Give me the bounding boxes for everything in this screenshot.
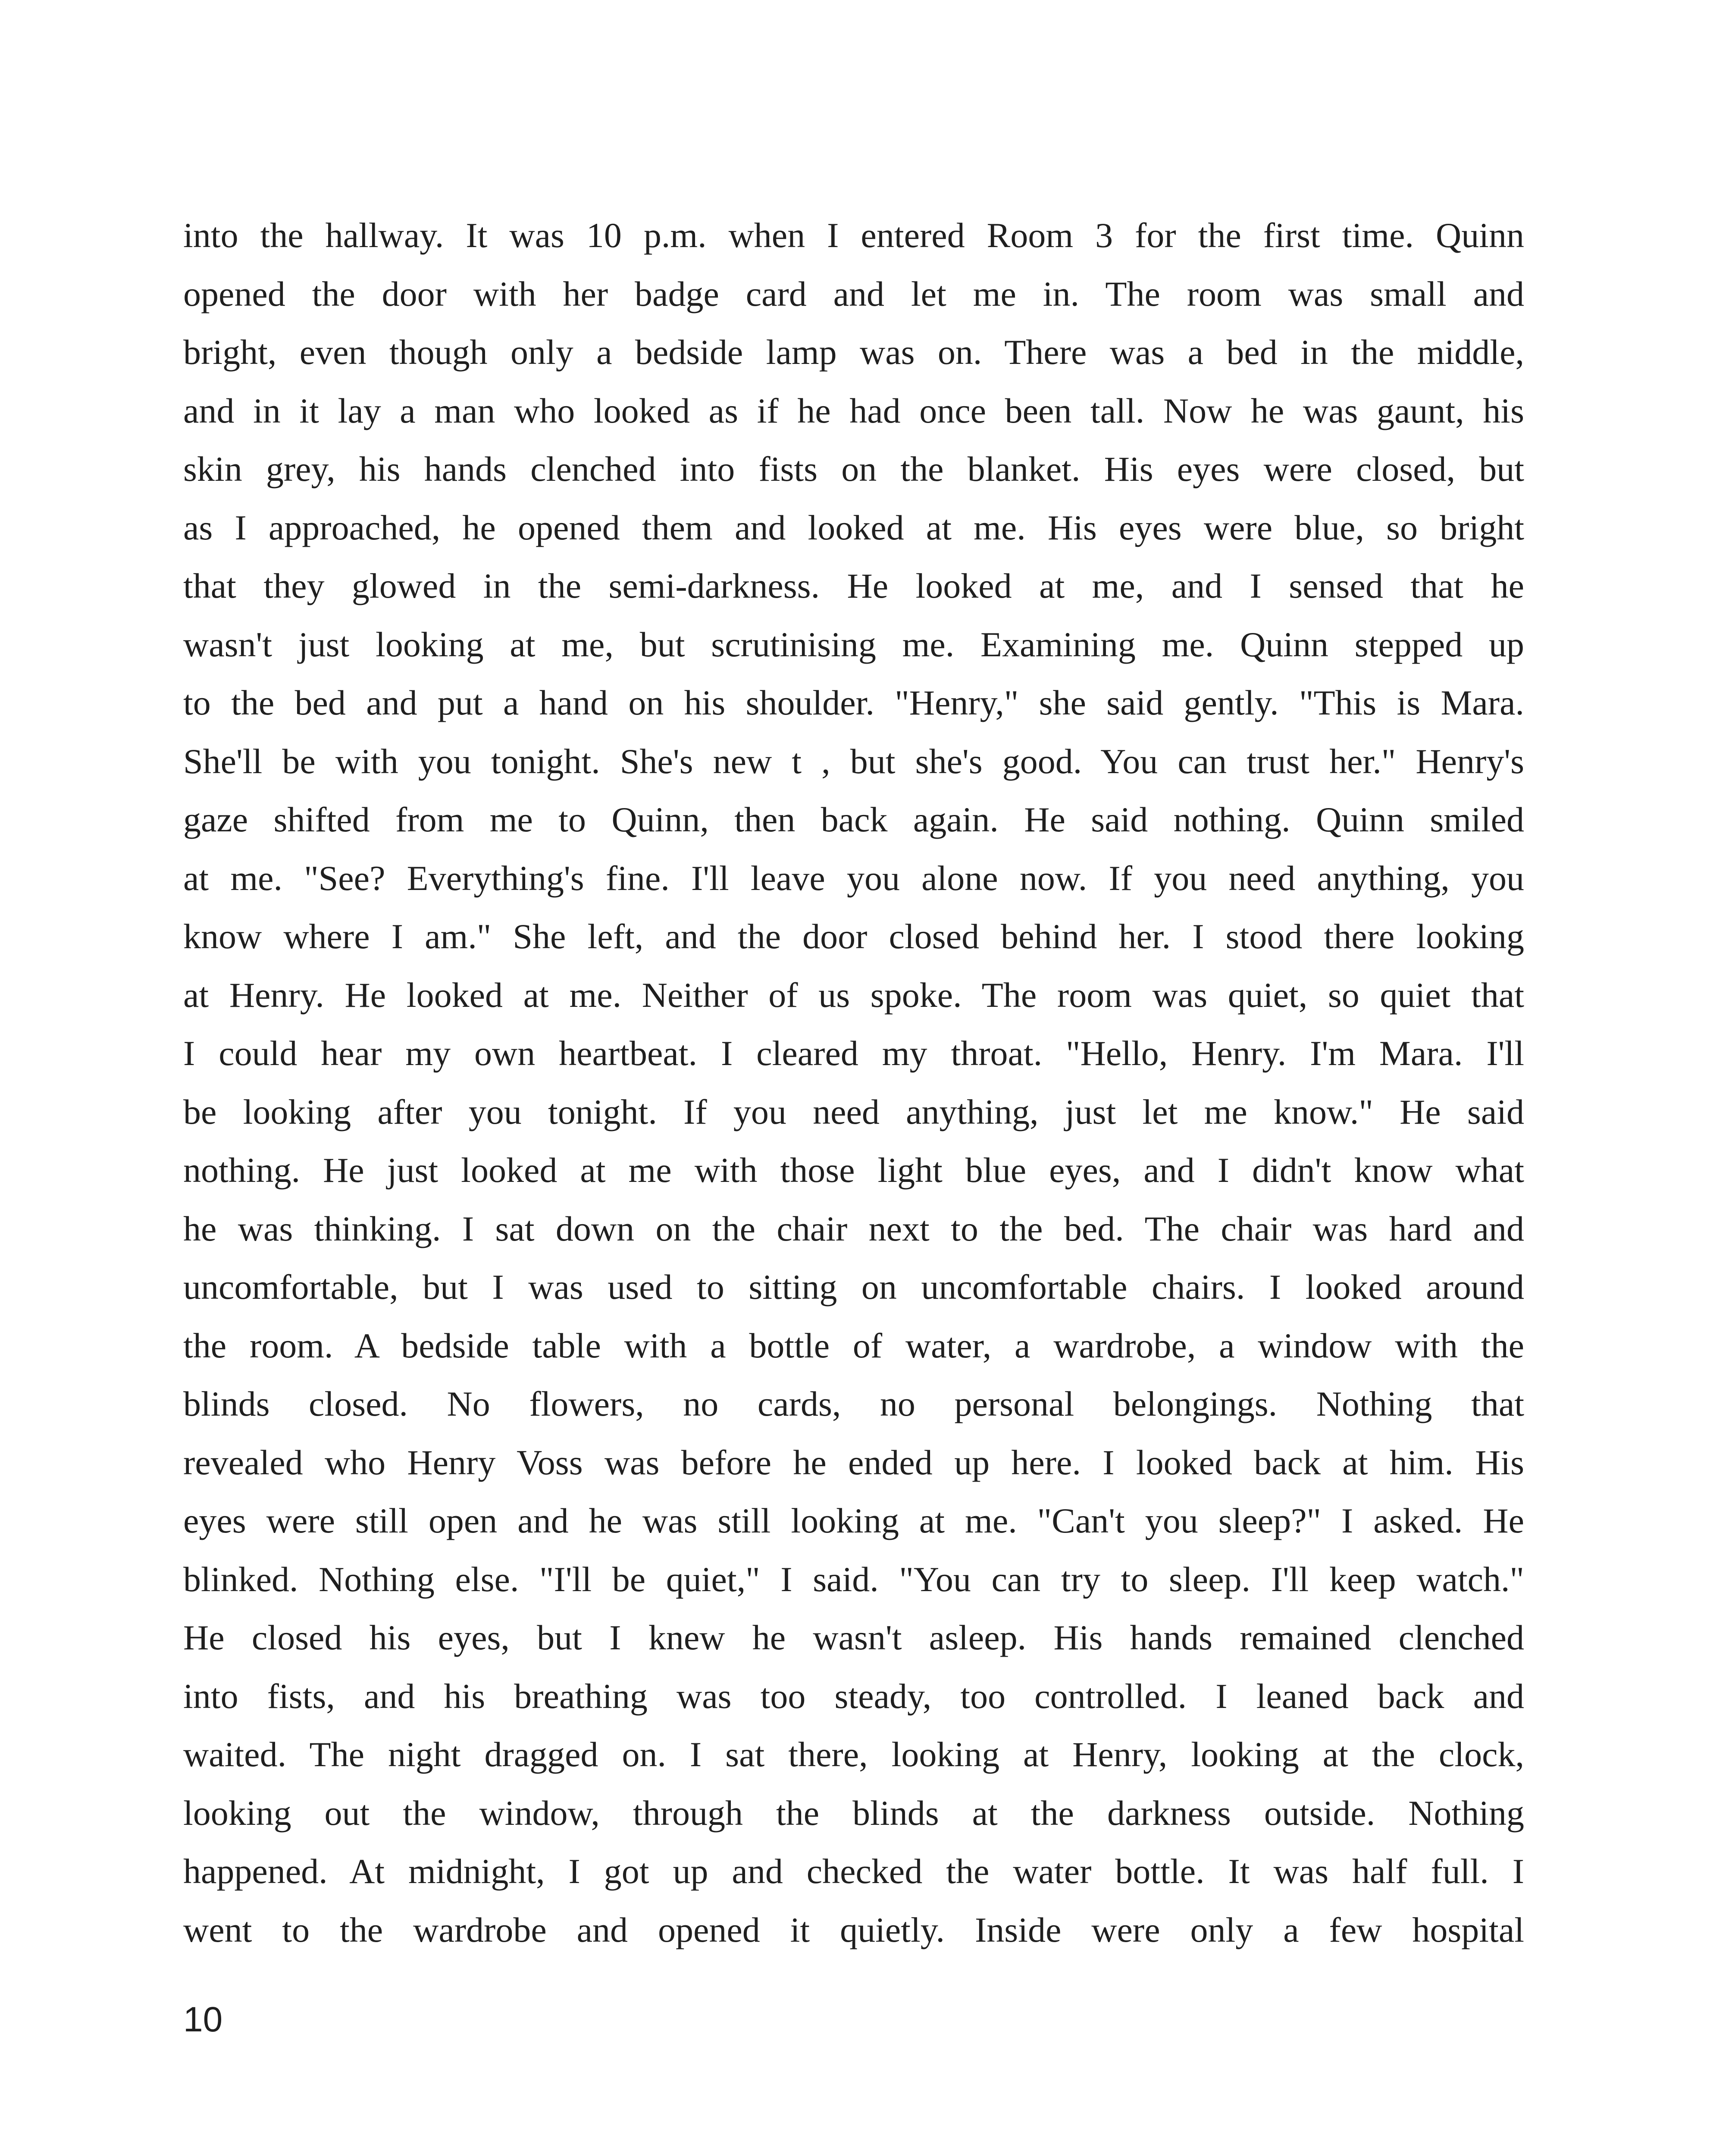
text-line: opened the door with her badge card and let me in. The room was small and: [183, 274, 1524, 313]
text-line: blinds closed. No flowers, no cards, no personal belongings. Nothing that: [183, 1384, 1524, 1423]
text-line: know where I am." She left, and the door closed behind her. I stood there looking: [183, 917, 1524, 956]
text-line: wasn't just looking at me, but scrutinising me. Examining me. Quinn stepped up: [183, 624, 1524, 664]
text-line: at Henry. He looked at me. Neither of us spoke. The room was quiet, so quiet that: [183, 975, 1524, 1015]
text-line: as I approached, he opened them and looked at me. His eyes were blue, so bright: [183, 508, 1524, 547]
text-line: the room. A bedside table with a bottle of water, a wardrobe, a window with the: [183, 1326, 1524, 1365]
body-text: [183, 206, 1524, 1959]
text-line: waited. The night dragged on. I sat there, looking at Henry, looking at the clock,: [183, 1735, 1524, 1774]
text-line: blinked. Nothing else. "I'll be quiet," I said. "You can try to sleep. I'll keep watch.": [183, 1559, 1524, 1599]
text-line: bright, even though only a bedside lamp was on. There was a bed in the middle,: [183, 332, 1524, 372]
page-number: 10: [183, 2000, 223, 2039]
text-line: to the bed and put a hand on his shoulder. "Henry," she said gently. "This is Mara.: [183, 683, 1524, 722]
text-line: happened. At midnight, I got up and checked the water bottle. It was half full. I: [183, 1852, 1524, 1891]
text-line: and in it lay a man who looked as if he had once been tall. Now he was gaunt, his: [183, 391, 1524, 430]
text-line: revealed who Henry Voss was before he ended up here. I looked back at him. His: [183, 1442, 1524, 1482]
text-line: She'll be with you tonight. She's new t , but she's good. You can trust her." Henry's: [183, 741, 1524, 781]
text-line: that they glowed in the semi-darkness. He looked at me, and I sensed that he: [183, 566, 1524, 605]
text-line: he was thinking. I sat down on the chair next to the bed. The chair was hard and: [183, 1209, 1524, 1248]
text-line: looking out the window, through the blinds at the darkness outside. Nothing: [183, 1793, 1524, 1833]
text-line: skin grey, his hands clenched into fists on the blanket. His eyes were closed, but: [183, 449, 1524, 489]
text-line: into the hallway. It was 10 p.m. when I entered Room 3 for the first time. Quinn: [183, 216, 1524, 255]
text-line: uncomfortable, but I was used to sitting on uncomfortable chairs. I looked around: [183, 1267, 1524, 1307]
text-line: into fists, and his breathing was too steady, too controlled. I leaned back and: [183, 1676, 1524, 1716]
text-line: I could hear my own heartbeat. I cleared my throat. "Hello, Henry. I'm Mara. I'll: [183, 1034, 1524, 1073]
text-line: He closed his eyes, but I knew he wasn't asleep. His hands remained clenched: [183, 1618, 1524, 1657]
text-line: at me. "See? Everything's fine. I'll leave you alone now. If you need anything, you: [183, 858, 1524, 898]
text-line: nothing. He just looked at me with those light blue eyes, and I didn't know what: [183, 1150, 1524, 1190]
text-line: went to the wardrobe and opened it quietly. Inside were only a few hospital: [183, 1910, 1524, 1949]
text-line: gaze shifted from me to Quinn, then back again. He said nothing. Quinn smiled: [183, 800, 1524, 839]
text-line: eyes were still open and he was still looking at me. "Can't you sleep?" I asked. He: [183, 1501, 1524, 1540]
text-line: be looking after you tonight. If you need anything, just let me know." He said: [183, 1092, 1524, 1131]
